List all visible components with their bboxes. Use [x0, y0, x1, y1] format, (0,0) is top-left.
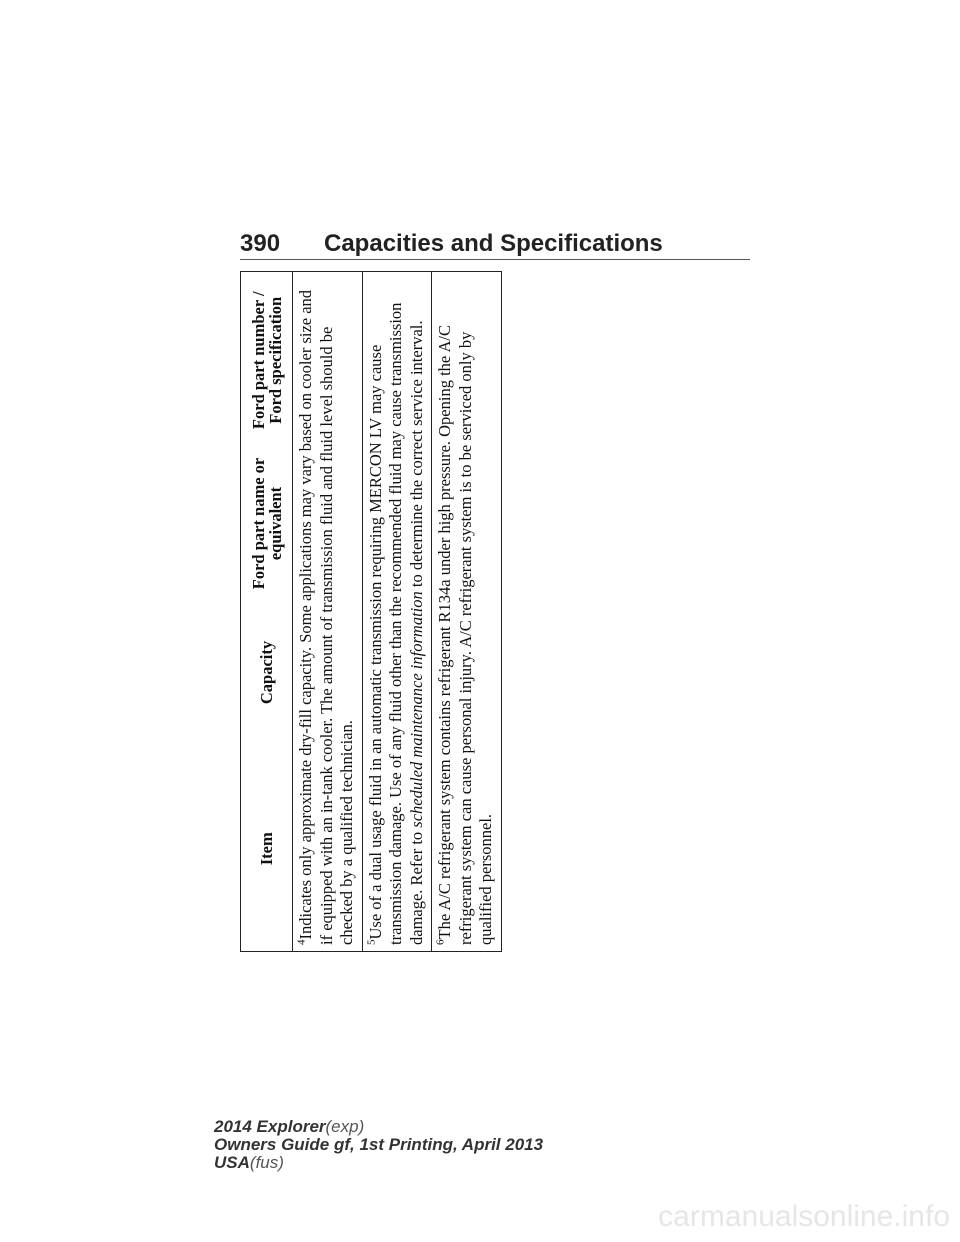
- footnote-text: The A/C refrigerant system contains refrigerant R134a under high pressure. Opening the A/C refrigerant system can cause personal injury. A/C refrigerant system is to be serviced only by qualified personnel.: [435, 325, 495, 945]
- page-header: [240, 228, 750, 262]
- watermark: carmanualsonline.info: [658, 1200, 950, 1233]
- footer-region: USA: [214, 1153, 250, 1172]
- footnote-marker: 5: [365, 939, 377, 945]
- footer-model-line: [214, 1118, 543, 1136]
- footnote-4: [293, 272, 363, 952]
- footer-model-code: (exp): [325, 1117, 365, 1136]
- footnote-row: [432, 272, 502, 952]
- column-header-item: Item: [241, 747, 293, 952]
- specifications-table: [240, 271, 502, 952]
- column-header-part-number: Ford part number / Ford specification: [241, 272, 293, 449]
- footnote-text: to determine the correct service interval.: [406, 320, 426, 592]
- footnote-marker: 4: [295, 939, 308, 945]
- rotated-table: [240, 272, 495, 952]
- footnote-text: Indicates only approximate dry-fill capacity. Some applications may vary based on cooler size and if equipped with an in-tank cooler. The amount of transmission fluid and fluid level should be checked by a qualified technician.: [296, 289, 356, 945]
- footnote-text: Use of a dual usage fluid in an automatic transmission requiring MERCON LV may cause transmission damage. Use of any fluid other than the recommended fluid may cause transmission damage. Refer to: [365, 302, 426, 945]
- footer-guide: Owners Guide gf, 1st Printing, April 2013: [214, 1135, 544, 1154]
- chapter-title: Capacities and Specifications: [324, 230, 663, 257]
- document-footer: [214, 1118, 543, 1172]
- footnote-row: [362, 272, 432, 952]
- page-number: 390: [240, 230, 281, 257]
- header-rule: [240, 259, 750, 260]
- column-header-capacity: Capacity: [241, 599, 293, 747]
- footnote-5: [362, 272, 432, 952]
- table-header-row: [241, 272, 293, 952]
- column-header-part-name: Ford part name or equivalent: [241, 449, 293, 599]
- footer-region-code: (fus): [249, 1153, 284, 1172]
- footnote-6: [432, 272, 502, 952]
- footnote-row: [293, 272, 363, 952]
- specifications-table-container: [240, 272, 495, 952]
- maintenance-reference: scheduled maintenance information: [406, 591, 426, 828]
- footnote-marker: 6: [434, 939, 447, 945]
- footer-model: 2014 Explorer: [214, 1117, 326, 1136]
- footer-region-line: [214, 1154, 543, 1172]
